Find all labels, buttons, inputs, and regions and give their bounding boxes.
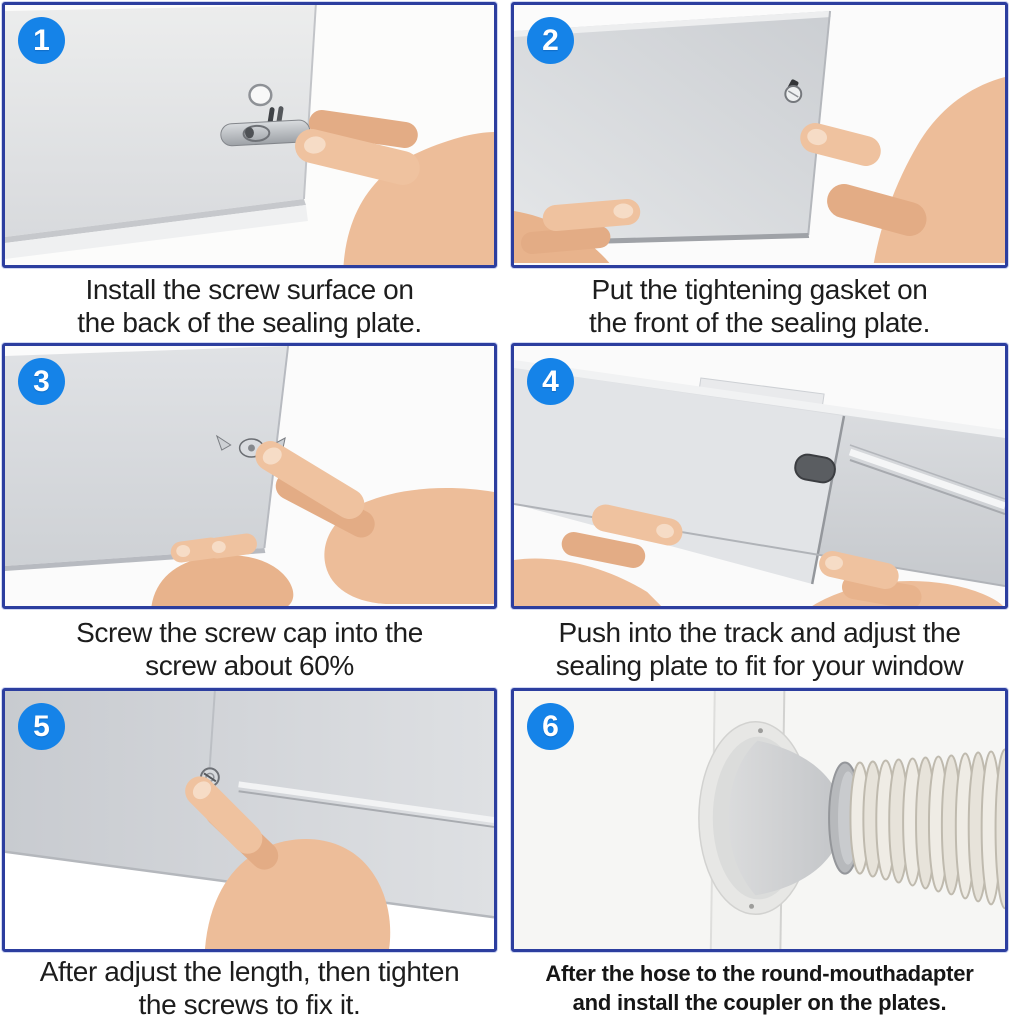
step-6-photo — [514, 691, 1005, 949]
step-3-caption — [2, 609, 497, 688]
step-2-caption — [511, 268, 1008, 343]
step-2 — [511, 2, 1008, 343]
step-1-caption — [2, 268, 497, 343]
step-3 — [2, 343, 497, 688]
caption-line: the screws to fix it. — [138, 989, 361, 1020]
step-number-badge: 2 — [527, 17, 574, 64]
caption-line: Install the screw surface on — [85, 273, 414, 305]
step-1-photo — [5, 5, 494, 265]
step-6 — [511, 688, 1008, 1024]
step-3-photo — [5, 346, 494, 606]
step-1-panel — [2, 2, 497, 268]
plate-hole — [250, 85, 272, 105]
step-2-photo — [514, 5, 1005, 265]
step-number-badge: 6 — [527, 703, 574, 750]
step-number-badge: 5 — [18, 703, 65, 750]
step-3-panel — [2, 343, 497, 609]
caption-line: After the hose to the round-mouthadapter — [545, 961, 974, 986]
step-number-badge: 1 — [18, 17, 65, 64]
step-4-caption — [511, 609, 1008, 688]
caption-line: Put the tightening gasket on — [591, 273, 928, 305]
step-number-badge: 4 — [527, 358, 574, 405]
step-5-panel — [2, 688, 497, 952]
caption-line: screw about 60% — [145, 649, 354, 681]
step-1 — [2, 2, 497, 343]
caption-line: sealing plate to fit for your window — [555, 649, 964, 681]
step-5-caption — [2, 952, 497, 1024]
caption-line: the back of the sealing plate. — [77, 306, 422, 338]
step-5-photo — [5, 691, 494, 949]
caption-line: Push into the track and adjust the — [558, 616, 961, 648]
step-2-panel — [511, 2, 1008, 268]
caption-line: After adjust the length, then tighten — [39, 956, 460, 987]
step-4 — [511, 343, 1008, 688]
step-4-photo — [514, 346, 1005, 606]
step-4-panel — [511, 343, 1008, 609]
step-6-panel — [511, 688, 1008, 952]
step-5 — [2, 688, 497, 1024]
step-6-caption — [511, 952, 1008, 1024]
step-number-badge: 3 — [18, 358, 65, 405]
caption-line: the front of the sealing plate. — [589, 306, 930, 338]
caption-line: Screw the screw cap into the — [76, 616, 423, 648]
caption-line: and install the coupler on the plates. — [572, 990, 947, 1015]
